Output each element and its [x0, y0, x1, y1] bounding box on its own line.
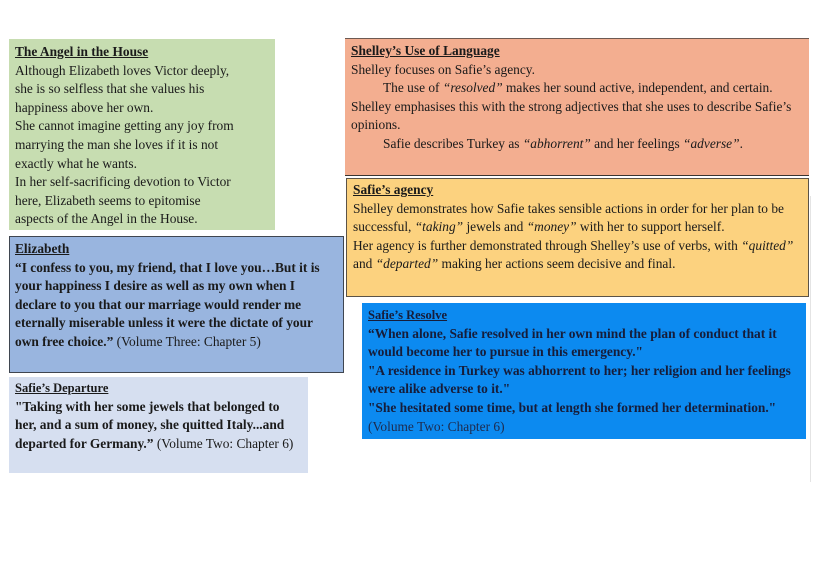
safies-departure-text	[15, 399, 293, 451]
angel-line: She cannot imagine getting any joy from	[15, 118, 234, 134]
language-line-4	[351, 135, 803, 154]
language-title: Shelley’s Use of Language	[351, 43, 500, 58]
elizabeth-quote-box	[9, 236, 344, 373]
safies-departure-citation: (Volume Two: Chapter 6)	[153, 435, 294, 451]
agency-para-2	[353, 237, 802, 274]
safies-departure-title: Safie’s Departure	[15, 381, 109, 395]
language-line-4-em1: “abhorrent”	[522, 135, 591, 151]
angel-line: Although Elizabeth loves Victor deeply,	[15, 62, 230, 78]
angel-line: she is so selfless that she values his	[15, 81, 205, 97]
agency-para-1-em1: “taking”	[414, 219, 464, 235]
agency-para-1-post: with her to support herself.	[576, 219, 725, 235]
divider-line	[810, 196, 811, 482]
agency-title: Safie’s agency	[353, 182, 434, 197]
elizabeth-citation: (Volume Three: Chapter 5)	[113, 333, 261, 349]
resolve-quote-1: “When alone, Safie resolved in her own mind the plan of conduct that it would become her to pursue in this emergency."	[368, 325, 777, 360]
safies-agency-box	[346, 178, 809, 297]
angel-line: aspects of the Angel in the House.	[15, 211, 198, 227]
angel-line: In her self-sacrificing devotion to Victor	[15, 174, 231, 190]
angel-line: happiness above her own.	[15, 99, 154, 115]
shelleys-use-of-language-box	[345, 38, 809, 176]
elizabeth-quote-text	[15, 260, 320, 349]
language-line-2	[351, 79, 803, 98]
elizabeth-title: Elizabeth	[15, 241, 70, 256]
safies-departure-quote: "Taking with her some jewels that belonged to her, and a sum of money, she quitted Italy...and departed for Germany.”	[15, 398, 285, 451]
resolve-title: Safie’s Resolve	[368, 308, 448, 322]
language-line-2-em: “resolved”	[442, 80, 503, 96]
language-line-4-pre: Safie describes Turkey as	[383, 135, 523, 151]
resolve-citation: (Volume Two: Chapter 6)	[368, 418, 505, 434]
language-line-4-em2: “adverse”	[683, 135, 740, 151]
agency-para-1-pre: Shelley demonstrates how Safie takes sensible actions in order for her plan to be successful,	[353, 200, 784, 235]
agency-para-2-em1: “quitted”	[741, 237, 794, 253]
agency-para-2-post: making her actions seem decisive and final.	[438, 256, 676, 272]
agency-para-1-em2: “money”	[526, 219, 577, 235]
safies-resolve-box	[362, 303, 806, 439]
language-line-4-mid: and her feelings	[590, 135, 684, 151]
agency-para-1	[353, 200, 802, 237]
agency-para-2-pre: Her agency is further demonstrated through Shelley’s use of verbs, with	[353, 237, 742, 253]
angel-line: here, Elizabeth seems to epitomise	[15, 192, 201, 208]
agency-para-2-em2: “departed”	[375, 256, 439, 272]
angel-in-the-house-title: The Angel in the House	[15, 44, 149, 59]
agency-para-1-mid: jewels and	[463, 219, 527, 235]
agency-para-2-mid: and	[353, 256, 376, 272]
resolve-quote-2: "A residence in Turkey was abhorrent to her; her religion and her feelings were alike adverse to it."	[368, 362, 791, 397]
language-line-2-post: makes her sound active, independent, and certain.	[502, 80, 773, 96]
resolve-quote-3-wrap	[368, 399, 800, 436]
angel-line: marrying the man she loves if it is not	[15, 136, 219, 152]
angel-line: exactly what he wants.	[15, 155, 137, 171]
angel-in-the-house-box	[9, 39, 275, 230]
language-line-1: Shelley focuses on Safie’s agency.	[351, 61, 535, 77]
language-line-3: Shelley emphasises this with the strong adjectives that she uses to describe Safie’s opinions.	[351, 98, 792, 133]
language-line-4-post: .	[739, 135, 743, 151]
language-line-2-pre: The use of	[383, 80, 443, 96]
safies-departure-box	[9, 377, 308, 473]
resolve-quote-3: "She hesitated some time, but at length she formed her determination."	[368, 399, 777, 415]
elizabeth-quote: “I confess to you, my friend, that I love you…But it is your happiness I desire as well as my own when I declare to you that our marriage would render me eternally miserable unless it were the dictate of your own free choice.”	[15, 259, 320, 349]
